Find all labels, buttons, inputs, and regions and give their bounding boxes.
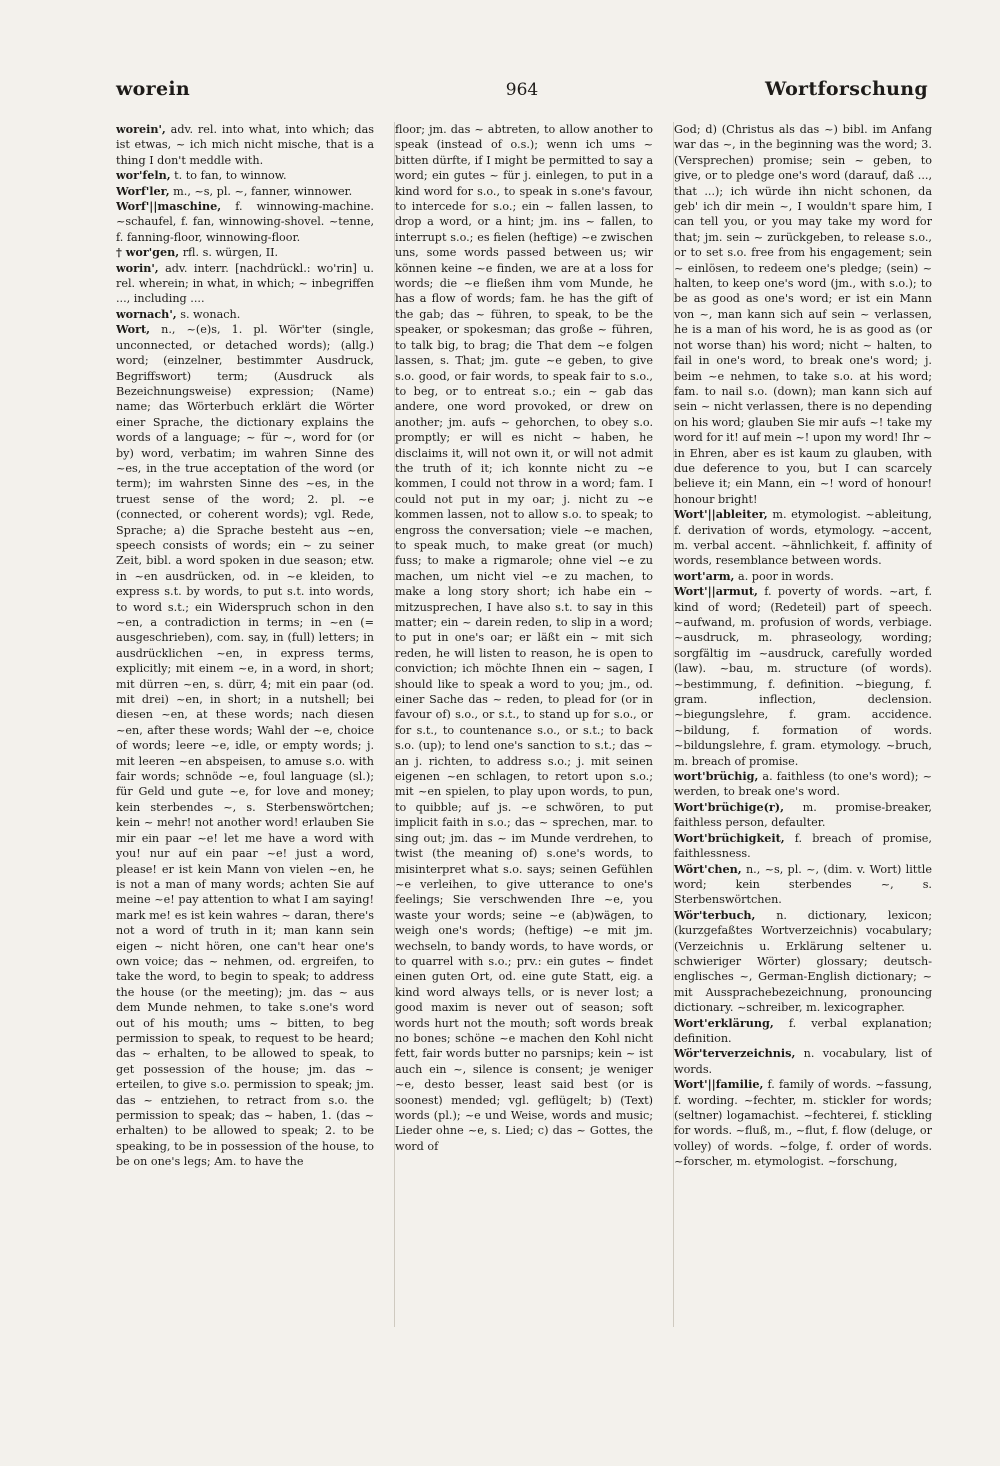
entry-definition: n., ~(e)s, 1. pl. Wör'ter (single, unconnected, or detached words); (allg.) word; (einzelner, bestimmter Ausdruck, Begriffswort) term; (Ausdruck als Bezeichnungsweise) expression; (Name) name; das Wörterbuch erklärt die Wörter einer Sprache, the dictionary explains the words of a language; ~ für ~, word for (or by) word, verbatim; im wahren Sinne des ~es, in the true acceptation of the word (or term); im wahrsten Sinne des ~es, in the truest sense of the word; 2. pl. ~e (connected, or coherent words); vgl. Rede, Sprache; a) die Sprache besteht aus ~en, speech consists of words; ein ~ zu seiner Zeit, bibl. a word spoken in due season; etw. in ~en ausdrücken, od. in ~e kleiden, to express s.t. by words, to put s.t. into words, to word s.t.; ein Widerspruch schon in den ~en, a contradiction in terms; in ~en (= ausgeschrieben), com. say, in (full) letters; in ausdrücklichen ~en, in express terms, explicitly; mit einem ~e, in a word, in short; mit dürren ~en, s. dürr, 4; mit ein paar (od. mit drei) ~en, in short; in a nutshell; bei diesen ~en, at these words; nach diesen ~en, after these words; Wahl der ~e, choice of words; leere ~e, idle, or empty words; j. mit leeren ~en abspeisen, to amuse s.o. with fair words; schnöde ~e, foul language (sl.); für Geld und gute ~e, for love and money; kein sterbendes ~, s. Sterbenswörtchen; kein ~ mehr! not another word! erlauben Sie mir ein paar ~e! let me have a word with you! nur auf ein paar ~e! just a word, please! er ist kein Mann von vielen ~en, he is not a man of many words; achten Sie auf meine ~e! pay attention to what I am saying! mark me! es ist kein wahres ~ daran, there's not a word of truth in it; man kann sein eigen ~ nicht hören, one can't hear one's own voice; das ~ nehmen, od. ergreifen, to take the word, to begin to speak; to address the house (or the meeting); jm. das ~ aus dem Munde nehmen, to take s.one's word out of his mouth; ums ~ bitten, to beg permission to speak, to request to be heard; das ~ erhalten, to be allowed to speak, to get possession of the house; jm. das ~ erteilen, to give s.o. permission to speak; jm. das ~ entziehen, to retract from s.o. the permission to speak; das ~ haben, 1. (das ~ erhalten) to be allowed to speak; 2. to be speaking, to be in possession of the house, to be on one's legs; Am. to have the — [116, 323, 374, 1169]
dictionary-entry — [674, 1046, 932, 1077]
entry-definition: m., ~s, pl. ~, fanner, winnower. — [169, 184, 353, 198]
entry-headword: Worf'||maschine, — [116, 199, 222, 214]
entry-headword: wort'brüchig, — [674, 769, 759, 784]
dictionary-entry — [674, 908, 932, 1016]
column-1 — [116, 122, 374, 1327]
dictionary-entry — [674, 1016, 932, 1047]
dictionary-entry — [674, 862, 932, 908]
dictionary-entry — [116, 199, 374, 245]
entry-headword: † wor'gen, — [116, 245, 180, 260]
column-2 — [394, 122, 653, 1327]
entry-definition: f. family of words. ~fassung, f. wording. ~fechter, m. stickler for words; (seltner) logamachist. ~fechterei, f. stickling for words. ~fluß, m., ~flut, f. flow (deluge, or volley) of words. ~folge, f. order of words. ~forscher, m. etymologist. ~forschung, — [674, 1078, 932, 1169]
entry-headword: worin', — [116, 260, 159, 275]
dictionary-entry — [674, 584, 932, 769]
entry-definition: n. dictionary, lexicon; (kurzgefaßtes Wortverzeichnis) vocabulary; (Verzeichnis u. Erklärung seltener u. schwieriger Wörter) glossary; deutsch-englisches ~, German-English dictionary; ~ mit Aussprachebezeichnung, pronouncing dictionary. ~schreiber, m. lexicographer. — [674, 908, 932, 1015]
dictionary-entry — [674, 569, 932, 584]
entry-headword: Wör'terbuch, — [674, 907, 756, 922]
entry-headword: Wort'erklärung, — [674, 1015, 774, 1030]
dictionary-entry — [674, 769, 932, 800]
entry-headword: Wort, — [116, 322, 151, 337]
entry-definition: n., ~s, pl. ~, (dim. v. Wort) little word; kein sterbendes ~, s. Sterbenswörtchen. — [674, 862, 932, 907]
entry-headword: wor'feln, — [116, 168, 171, 183]
dictionary-columns — [116, 122, 932, 1332]
entry-definition: f. breach of promise, faithlessness. — [674, 831, 932, 861]
entry-definition: m. etymologist. ~ableitung, f. derivation of words, etymology. ~accent, m. verbal accent. ~ähnlichkeit, f. affinity of words, resemblance between words. — [674, 508, 932, 568]
column-3 — [673, 122, 932, 1327]
dictionary-entry — [116, 322, 374, 1169]
entry-definition: n. vocabulary, list of words. — [674, 1047, 932, 1076]
entry-headword: Wort'||familie, — [674, 1077, 764, 1092]
entry-definition: s. wonach. — [176, 307, 241, 321]
dictionary-entry — [674, 831, 932, 862]
running-head-right: Wortforschung — [765, 78, 928, 100]
entry-definition: God; d) (Christus als das ~) bibl. im Anfang war das ~, in the beginning was the word; 3. (Versprechen) promise; sein ~ geben, to give, or to pledge one's word (darauf, daß ..., that ...); ich würde ihn nicht schonen, da geb' ich dir mein ~, I wouldn't spare him, I can tell you, or you may take my word for that; jm. sein ~ zurückgeben, to release s.o., or to set s.o. free from his engagement; sein ~ einlösen, to redeem one's pledge; (sein) ~ halten, to keep one's word (jm., with s.o.); to be as good as one's word; er ist ein Mann von ~, man kann sich auf sein ~ verlassen, he is a man of his word, he is as good as (or not worse than) his word; nicht ~ halten, to fail in one's word, to break one's word; j. beim ~e nehmen, to take s.o. at his word; fam. to nail s.o. (down); man kann sich auf sein ~ nicht verlassen, there is no depending on his word; glauben Sie mir aufs ~! take my word for it! auf mein ~! upon my word! Ihr ~ in Ehren, aber es ist kaum zu glauben, with due deference to you, but I can scarcely believe it; ein Mann, ein ~! word of honour! honour bright! — [674, 123, 932, 506]
entry-headword: Wör'terverzeichnis, — [674, 1046, 796, 1061]
entry-headword: Wört'chen, — [674, 861, 742, 876]
dictionary-entry — [116, 307, 374, 322]
dictionary-entry — [674, 1077, 932, 1169]
dictionary-entry — [674, 122, 932, 507]
dictionary-entry — [116, 261, 374, 307]
entry-definition: f. verbal explanation; definition. — [674, 1016, 932, 1045]
running-head-left: worein — [116, 78, 190, 100]
entry-headword: wornach', — [116, 306, 177, 321]
dictionary-entry — [116, 168, 374, 183]
entry-definition: a. faithless (to one's word); ~ werden, to break one's word. — [674, 770, 932, 799]
entry-definition: floor; jm. das ~ abtreten, to allow another to speak (instead of o.s.); wenn ich ums ~ bitten dürfte, if I might be permitted to say a word; ein gutes ~ für j. einlegen, to put in a kind word for s.o., to speak in s.one's favour, to intercede for s.o.; ein ~ fallen lassen, to drop a word, or a hint; jm. ins ~ fallen, to interrupt s.o.; es fielen (heftige) ~e zwischen uns, some words passed between us; wir können keine ~e finden, we are at a loss for words; die ~e fließen ihm vom Munde, he has a flow of words; fam. he has the gift of the gab; das ~ führen, to speak, to be the speaker, or spokesman; das große ~ führen, to talk big, to brag; die That dem ~e folgen lassen, s. That; jm. gute ~e geben, to give s.o. good, or fair words, to speak fair to s.o., to beg, or to entreat s.o.; ein ~ gab das andere, one word provoked, or drew on another; jm. aufs ~ gehorchen, to obey s.o. promptly; er will es nicht ~ haben, he disclaims it, will not own it, or will not admit the truth of it; ich konnte nicht zu ~e kommen, I could not throw in a word; fam. I could not put in my oar; j. nicht zu ~e kommen lassen, not to allow s.o. to speak; to engross the conversation; viele ~e machen, to speak much, to make great (or much) fuss; to make a rigmarole; ohne viel ~e zu machen, um nicht viel ~e zu machen, to make a long story short; ich habe ein ~ mitzusprechen, I have also s.t. to say in this matter; ein ~ darein reden, to slip in a word; to put in one's oar; er läßt ein ~ mit sich reden, he will listen to reason, he is open to conviction; ich möchte Ihnen ein ~ sagen, I should like to speak a word to you; jm., od. einer Sache das ~ reden, to plead for (or in favour of) s.o., or s.t., to stand up for s.o., or for s.t., to countenance s.o., or s.t.; to back s.o. (up); to lend one's sanction to s.t.; das ~ an j. richten, to address s.o.; j. mit seinen eigenen ~en schlagen, to retort upon s.o.; mit ~en spielen, to play upon words, to pun, to quibble; auf js. ~e schwören, to put implicit faith in s.o.; das ~ sprechen, mar. to sing out; jm. das ~ im Munde verdrehen, to twist (the meaning of) s.one's words, to misinterpret what s.o. says; seinen Gefühlen ~e verleihen, to give utterance to one's feelings; Sie verschwenden Ihre ~e, you waste your words; seine ~e (ab)wägen, to weigh one's words; (heftige) ~e mit jm. wechseln, to bandy words, to have words, or to quarrel with s.o.; prv.: ein gutes ~ findet einen guten Ort, od. eine gute Statt, eig. a kind word always tells, or is never lost; a good maxim is never out of season; soft words hurt not the mouth; soft words break no bones; schöne ~e machen den Kohl nicht fett, fair words butter no parsnips; kein ~ ist auch ein ~, silence is consent; je weniger ~e, desto besser, least said best (or is soonest) mended; vgl. geflügelt; b) (Text) words (pl.); ~e und Weise, words and music; Lieder ohne ~e, s. Lied; c) das ~ Gottes, the word of — [395, 123, 653, 1153]
entry-headword: Worf'ler, — [116, 183, 170, 198]
entry-headword: Wort'brüchigkeit, — [674, 830, 785, 845]
dictionary-entry — [116, 184, 374, 199]
page-number: 964 — [505, 80, 539, 100]
dictionary-entry — [116, 122, 374, 168]
entry-definition: m. promise-breaker, faithless person, defaulter. — [674, 800, 932, 830]
entry-headword: Wort'||ableiter, — [674, 507, 768, 522]
entry-headword: Wort'||armut, — [674, 584, 758, 599]
page-header — [116, 78, 928, 108]
entry-definition: f. poverty of words. ~art, f. kind of word; (Redeteil) part of speech. ~aufwand, m. profusion of words, verbiage. ~ausdruck, m. phraseology, wording; sorgfältig im ~ausdruck, carefully worded (law). ~bau, m. structure (of words). ~bestimmung, f. definition. ~biegung, f. gram. inflection, declension. ~biegungslehre, f. gram. accidence. ~bildung, f. formation of words. ~bildungslehre, f. gram. etymology. ~bruch, m. breach of promise. — [674, 585, 932, 768]
entry-definition: adv. interr. [nachdrückl.: wo'rin] u. rel. wherein; in what, in which; ~ inbegriffen ..., including .... — [116, 261, 374, 306]
entry-definition: adv. rel. into what, into which; das ist etwas, ~ ich mich nicht mische, that is a thing I don't meddle with. — [116, 123, 374, 167]
entry-definition: f. winnowing-machine. ~schaufel, f. fan, winnowing-shovel. ~tenne, f. fanning-floor, winnowing-floor. — [116, 200, 374, 244]
dictionary-entry — [674, 507, 932, 569]
entry-definition: t. to fan, to winnow. — [170, 169, 287, 183]
dictionary-entry — [395, 122, 653, 1154]
entry-headword: wort'arm, — [674, 568, 735, 583]
entry-definition: rfl. s. würgen, II. — [179, 246, 279, 260]
entry-definition: a. poor in words. — [734, 569, 834, 583]
dictionary-entry — [116, 245, 374, 260]
entry-headword: Wort'brüchige(r), — [674, 799, 784, 814]
dictionary-entry — [674, 800, 932, 831]
entry-headword: worein', — [116, 122, 166, 136]
